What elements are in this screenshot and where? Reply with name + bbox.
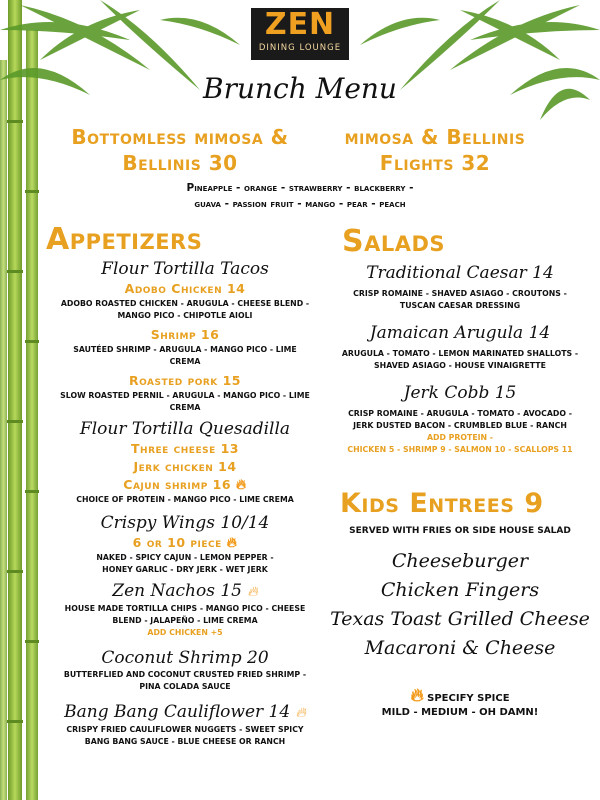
- roasted-pork-desc2: CREMA: [169, 403, 201, 412]
- appetizers-column: [55, 258, 315, 748]
- roasted-pork-name: Roasted pork 15: [129, 373, 241, 388]
- wings-size-row: [55, 534, 315, 552]
- fruit-flavors: [110, 180, 490, 212]
- fruit-flavors-line2: guava - passion fruit - mango - pear - peach: [194, 198, 406, 210]
- spice-label: SPECIFY SPICE: [427, 693, 510, 704]
- caesar-desc1: CRISP ROMAINE - SHAVED ASIAGO - CROUTONS -: [353, 289, 567, 298]
- caesar-desc2: TUSCAN CAESAR DRESSING: [399, 301, 521, 310]
- promo-flights-line2: Flights 32: [379, 151, 491, 175]
- protein-list: CHICKEN 5 - SHRIMP 9 - SALMON 10 - SCALLOPS 11: [347, 445, 573, 454]
- fire-icon: 🔥︎: [295, 705, 306, 721]
- shrimp-taco-desc1: SAUTÉED SHRIMP - ARUGULA - MANGO PICO - LIME: [73, 345, 297, 354]
- quesadilla-desc: CHOICE OF PROTEIN - MANGO PICO - LIME CREMA: [76, 495, 294, 504]
- spice-label-row: [330, 685, 590, 706]
- wings-size: 6 or 10 piece: [132, 535, 222, 550]
- zen-logo: [251, 8, 349, 60]
- jamaican-title: Jamaican Arugula 14: [369, 323, 551, 343]
- wings-desc1: NAKED - SPICY CAJUN - LEMON PEPPER -: [96, 553, 274, 562]
- tacos-title: Flour Tortilla Tacos: [101, 259, 269, 279]
- fire-icon: 🔥︎: [410, 685, 424, 706]
- jamaican-desc1: ARUGULA - TOMATO - LEMON MARINATED SHALLOTS -: [341, 349, 579, 358]
- spice-note: [330, 685, 590, 719]
- kids-sub: SERVED WITH FRIES OR SIDE HOUSE SALAD: [349, 526, 571, 536]
- kids-items: [330, 547, 590, 663]
- cauliflower-desc2: BANG BANG SAUCE - BLUE CHEESE OR RANCH: [84, 737, 286, 746]
- fire-icon: 🔥︎: [226, 535, 238, 551]
- coconut-shrimp-desc1: BUTTERFLIED AND COCONUT CRUSTED FRIED SHRIMP -: [63, 670, 307, 679]
- menu-title: Brunch Menu: [203, 72, 397, 105]
- appetizers-heading: Appetizers: [46, 222, 203, 257]
- jerk-chicken: Jerk chicken 14: [133, 459, 237, 474]
- shrimp-taco-desc2: CREMA: [169, 357, 201, 366]
- fire-icon: 🔥︎: [247, 584, 258, 600]
- cauliflower-title-row: [55, 701, 315, 724]
- kids-item-chicken-fingers: Chicken Fingers: [380, 579, 540, 601]
- shrimp-taco-name: Shrimp 16: [150, 327, 220, 342]
- nachos-title: Zen Nachos 15: [112, 581, 242, 601]
- nachos-addon: ADD CHICKEN +5: [147, 628, 223, 637]
- kids-heading: Kids Entrees 9: [340, 488, 544, 519]
- logo-name: ZEN: [264, 7, 336, 42]
- promo-bottomless: [55, 124, 305, 176]
- promo-flights-line1: mimosa & Bellinis: [344, 125, 526, 149]
- wings-title: Crispy Wings 10/14: [100, 513, 270, 533]
- nachos-title-row: [55, 580, 315, 603]
- nachos-desc1: HOUSE MADE TORTILLA CHIPS - MANGO PICO - CHEESE: [64, 604, 306, 613]
- fire-icon: 🔥︎: [235, 477, 247, 493]
- jamaican-desc2: SHAVED ASIAGO - HOUSE VINAIGRETTE: [374, 361, 546, 370]
- cajun-shrimp: Cajun shrimp 16: [123, 477, 232, 492]
- adobo-chicken-name: Adobo Chicken 14: [124, 281, 246, 296]
- cobb-title: Jerk Cobb 15: [403, 383, 517, 403]
- kids-column: [330, 525, 590, 663]
- cajun-shrimp-row: [55, 476, 315, 494]
- coconut-shrimp-title: Coconut Shrimp 20: [101, 648, 269, 668]
- cobb-desc1: CRISP ROMAINE - ARUGULA - TOMATO - AVOCADO -: [348, 409, 572, 418]
- coconut-shrimp-desc2: PINA COLADA SAUCE: [139, 682, 231, 691]
- kids-item-grilled-cheese: Texas Toast Grilled Cheese: [330, 608, 590, 630]
- promo-flights: [320, 124, 550, 176]
- cobb-desc2: JERK DUSTED BACON - CRUMBLED BLUE - RANCH: [353, 421, 567, 430]
- kids-item-mac-cheese: Macaroni & Cheese: [364, 637, 556, 659]
- promo-bottomless-line1: Bottomless mimosa &: [71, 125, 289, 149]
- roasted-pork-desc1: SLOW ROASTED PERNIL - ARUGULA - MANGO PICO - LIME: [60, 391, 310, 400]
- cauliflower-desc1: CRISPY FRIED CAULIFLOWER NUGGETS - SWEET SPICY: [66, 725, 304, 734]
- promo-bottomless-line2: Bellinis 30: [122, 151, 238, 175]
- nachos-desc2: BLEND - JALAPEÑO - LIME CREMA: [112, 616, 258, 625]
- bamboo-stalks-decoration: [0, 0, 60, 800]
- three-cheese: Three cheese 13: [131, 441, 239, 456]
- quesadilla-title: Flour Tortilla Quesadilla: [79, 419, 291, 439]
- fruit-flavors-line1: Pineapple - orange - strawberry - blackberry -: [186, 182, 414, 194]
- salads-column: [330, 262, 590, 456]
- adobo-chicken-desc2: MANGO PICO - CHIPOTLE AIOLI: [117, 311, 253, 320]
- salads-heading: Salads: [342, 224, 446, 259]
- spice-levels: MILD - MEDIUM - OH DAMN!: [381, 707, 539, 718]
- cauliflower-title: Bang Bang Cauliflower 14: [64, 702, 291, 722]
- logo-tagline: DINING LOUNGE: [258, 43, 342, 53]
- adobo-chicken-desc1: ADOBO ROASTED CHICKEN - ARUGULA - CHEESE BLEND -: [60, 299, 310, 308]
- caesar-title: Traditional Caesar 14: [366, 263, 554, 283]
- wings-desc2: HONEY GARLIC - DRY JERK - WET JERK: [102, 565, 268, 574]
- kids-item-cheeseburger: Cheeseburger: [391, 550, 529, 572]
- protein-title: ADD PROTEIN -: [426, 433, 494, 442]
